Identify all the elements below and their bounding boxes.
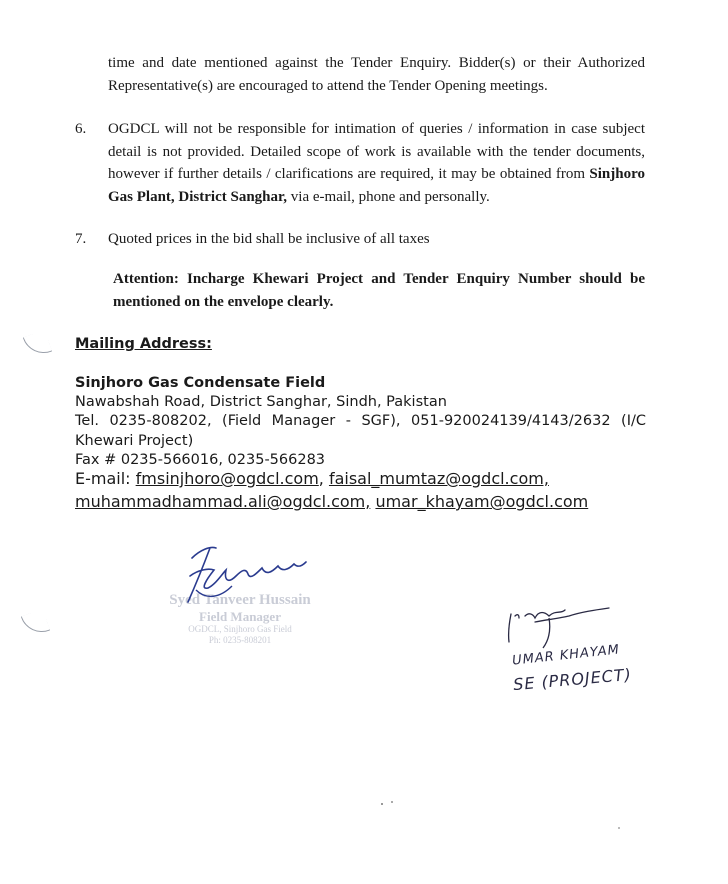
- scan-speck: [618, 827, 620, 829]
- scan-speck: [381, 803, 383, 805]
- stamp-phone: Ph: 0235-808201: [208, 635, 272, 645]
- email-link-umar[interactable]: umar_khayam@ogdcl.com: [375, 492, 589, 511]
- item-7-text: Quoted prices in the bid shall be inclusive of all taxes: [108, 231, 430, 247]
- umar-khayam-signature: [505, 600, 615, 650]
- email-link-faisal[interactable]: faisal_mumtaz@ogdcl.com,: [328, 469, 549, 488]
- stamp-org: OGDCL, Sinjhoro Gas Field: [188, 624, 292, 634]
- stamp-title: Field Manager: [199, 609, 281, 624]
- mailing-address-heading: Mailing Address:: [75, 336, 212, 352]
- attention-note: Attention: Incharge Khewari Project and Tender Enquiry Number should be mentioned on the envelope clearly.: [113, 271, 645, 310]
- item-6-text-after: via e-mail, phone and personally.: [287, 188, 490, 205]
- mailing-fax: Fax # 0235-566016, 0235-566283: [75, 452, 326, 468]
- email-link-fmsinjhoro[interactable]: fmsinjhoro@ogdcl.com: [135, 469, 319, 488]
- stamp-name: Syed Tanveer Hussain: [169, 592, 311, 608]
- mailing-email-block: E-mail: fmsinjhoro@ogdcl.com, faisal_mumtaz@ogdcl.com, muhammadhammad.ali@ogdcl.com, umar_khayam@ogdcl.com: [75, 469, 589, 511]
- scan-speck: [391, 801, 393, 803]
- item-6-text-before: OGDCL will not be responsible for intimation of queries / information in case subject detail is not provided. Detailed scope of work is available with the tender documents, however if further details / clarifications are required, it may be obtained from: [108, 121, 645, 182]
- mailing-tel: Tel. 0235-808202, (Field Manager - SGF), 051-920024139/4143/2632 (I/C Khewari Project): [75, 413, 646, 449]
- item-6-bold-location: Sinjhoro Gas Plant, District Sanghar,: [108, 166, 645, 205]
- binder-hole-bottom: [21, 609, 50, 638]
- mailing-address-line: Nawabshah Road, District Sanghar, Sindh, Pakistan: [75, 394, 447, 410]
- email-link-muhammadhammad[interactable]: muhammadhammad.ali@ogdcl.com,: [75, 492, 371, 511]
- umar-khayam-name: UMAR KHAYAM: [511, 642, 621, 669]
- field-manager-signature: [170, 540, 320, 610]
- binder-hole-top: [23, 330, 52, 359]
- item-7-number: 7.: [75, 231, 87, 247]
- paragraph-5-continuation: time and date mentioned against the Tender Enquiry. Bidder(s) or their Authorized Representative(s) are encouraged to attend the Tender Opening meetings.: [108, 55, 645, 94]
- item-6-number: 6.: [75, 121, 87, 137]
- item-6-text: [108, 118, 645, 208]
- email-label: E-mail:: [75, 469, 136, 488]
- umar-khayam-title: SE (PROJECT): [512, 664, 633, 695]
- mailing-org: Sinjhoro Gas Condensate Field: [75, 375, 326, 391]
